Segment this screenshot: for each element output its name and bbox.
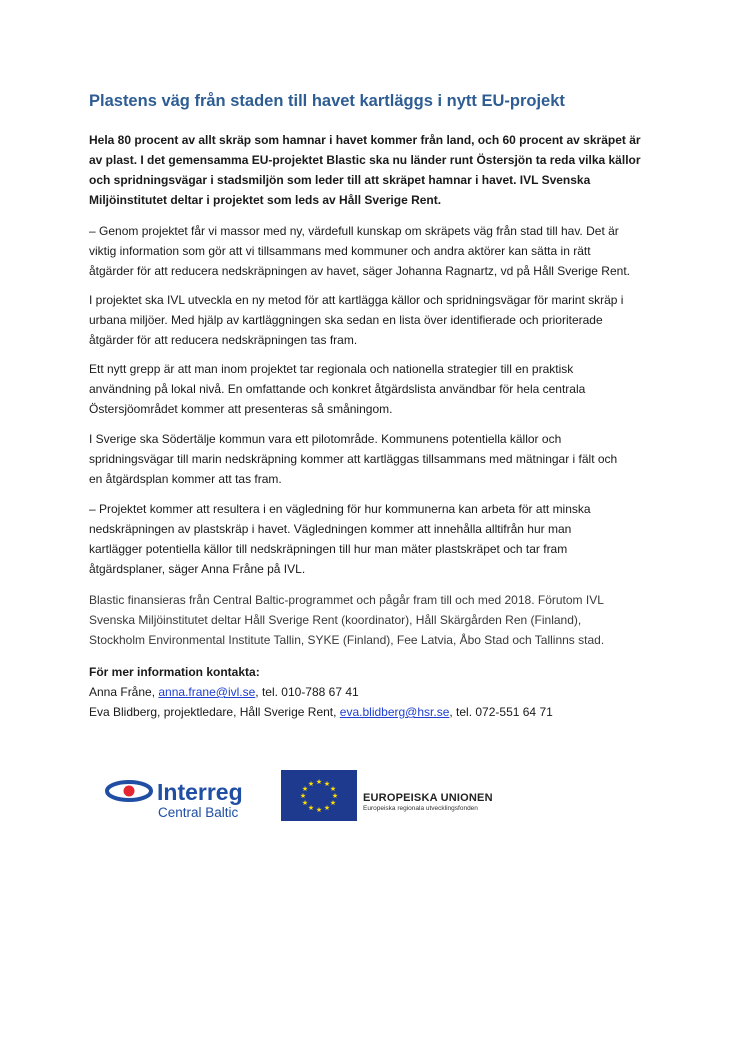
quote-paragraph-ragnartz bbox=[89, 221, 669, 281]
text-line: och spridningsvägar i stadsmiljön som leder till att skräpet hamnar i havet. IVL Svenska bbox=[89, 173, 591, 187]
eu-label bbox=[363, 792, 493, 812]
text-line: av plast. I det gemensamma EU-projektet Blastic ska nu länder runt Östersjön ta reda vilka källor bbox=[89, 153, 641, 167]
eu-stars-icon bbox=[281, 770, 357, 821]
contact-block bbox=[89, 662, 669, 722]
interreg-subtitle: Central Baltic bbox=[158, 805, 239, 820]
svg-text:★: ★ bbox=[323, 804, 331, 812]
pilot-paragraph bbox=[89, 429, 669, 489]
contact-heading: För mer information kontakta: bbox=[89, 665, 260, 679]
quote-paragraph-frane bbox=[89, 499, 669, 579]
strategy-paragraph bbox=[89, 359, 669, 419]
text-line: spridningsvägar till marin nedskräpning kommer att kartläggas tillsammans med mätningar i fält och bbox=[89, 452, 618, 466]
text-line: I Sverige ska Södertälje kommun vara ett pilotområde. Kommunens potentiella källor och bbox=[89, 432, 562, 446]
eu-fund-name: Europeiska regionala utvecklingsfonden bbox=[363, 805, 478, 812]
text-line: åtgärder för att reducera nedskräpningen tas fram. bbox=[89, 333, 358, 347]
svg-text:★: ★ bbox=[329, 785, 337, 793]
contact-line-blidberg bbox=[89, 702, 669, 722]
text-line: en åtgärdsplan kommer att tas fram. bbox=[89, 472, 282, 486]
text-line: kartlägger potentiella källor till nedskräpningen till hur man mäter plastskräpet och tar fram bbox=[89, 542, 568, 556]
text-line: Stockholm Environmental Institute Tallin, SYKE (Finland), Fee Latvia, Åbo Stad och Tallinns stad. bbox=[89, 633, 605, 647]
eu-flag bbox=[281, 770, 357, 821]
lead-paragraph bbox=[89, 130, 669, 210]
funding-paragraph bbox=[89, 590, 669, 650]
text-line: Blastic finansieras från Central Baltic-programmet och pågår fram till och med 2018. Förutom IVL bbox=[89, 593, 604, 607]
interreg-name: Interreg bbox=[157, 779, 243, 805]
eu-union-name: EUROPEISKA UNIONEN bbox=[363, 792, 493, 804]
method-paragraph bbox=[89, 290, 669, 350]
svg-text:★: ★ bbox=[307, 780, 315, 788]
email-link-frane[interactable]: anna.frane@ivl.se bbox=[158, 685, 256, 699]
interreg-dot-icon bbox=[124, 786, 135, 797]
article-title: Plastens väg från staden till havet kartläggs i nytt EU-projekt bbox=[89, 92, 565, 110]
svg-text:★: ★ bbox=[301, 799, 309, 807]
email-link-blidberg[interactable]: eva.blidberg@hsr.se bbox=[339, 705, 450, 719]
text-line: åtgärder för att reducera nedskräpningen av havet, säger Johanna Ragnartz, vd på Håll Sverige Rent. bbox=[89, 264, 630, 278]
contact-name: Eva Blidberg, projektledare, Håll Sverige Rent, bbox=[89, 705, 340, 719]
svg-text:★: ★ bbox=[301, 785, 309, 793]
contact-line-frane bbox=[89, 682, 669, 702]
text-line: Svenska Miljöinstitutet deltar Håll Sverige Rent (koordinator), Håll Skärgården Ren (Finland), bbox=[89, 613, 582, 627]
text-line: Östersjöområdet kommer att presenteras så småningom. bbox=[89, 402, 393, 416]
text-line: – Genom projektet får vi massor med ny, värdefull kunskap om skräpets väg från stad till hav. Det är bbox=[89, 224, 619, 238]
text-line: – Projektet kommer att resultera i en vägledning för hur kommunerna kan arbeta för att minska bbox=[89, 502, 591, 516]
contact-phone: , tel. 072-551 64 71 bbox=[449, 705, 553, 719]
svg-text:★: ★ bbox=[329, 799, 337, 807]
interreg-logo bbox=[105, 776, 265, 820]
text-line: Hela 80 procent av allt skräp som hamnar i havet kommer från land, och 60 procent av skräpet är bbox=[89, 133, 641, 147]
text-line: viktig information som gör att vi tillsammans med kommuner och andra aktörer kan sätta in rätt bbox=[89, 244, 591, 258]
text-line: I projektet ska IVL utveckla en ny metod för att kartlägga källor och spridningsvägar för marint skräp i bbox=[89, 293, 624, 307]
svg-text:★: ★ bbox=[307, 804, 315, 812]
svg-text:★: ★ bbox=[315, 778, 323, 786]
text-line: åtgärdsplaner, säger Anna Fråne på IVL. bbox=[89, 562, 306, 576]
contact-phone: , tel. 010-788 67 41 bbox=[255, 685, 359, 699]
text-line: Ett nytt grepp är att man inom projektet tar regionala och nationella strategier till en praktisk bbox=[89, 362, 574, 376]
text-line: användning på lokal nivå. En omfattande och konkret åtgärdslista användbar för hela centrala bbox=[89, 382, 586, 396]
text-line: nedskräpningen av plastskräp i havet. Vägledningen kommer att innehålla alltifrån hur man bbox=[89, 522, 572, 536]
text-line: urbana miljöer. Med hjälp av kartläggningen ska sedan en lista över identifierade och prioriterade bbox=[89, 313, 603, 327]
svg-text:★: ★ bbox=[315, 806, 323, 814]
svg-text:★: ★ bbox=[299, 792, 307, 800]
logo-strip bbox=[105, 770, 525, 822]
contact-name: Anna Fråne, bbox=[89, 685, 159, 699]
text-line: Miljöinstitutet deltar i projektet som leds av Håll Sverige Rent. bbox=[89, 193, 442, 207]
svg-text:★: ★ bbox=[323, 780, 331, 788]
svg-text:★: ★ bbox=[331, 792, 339, 800]
